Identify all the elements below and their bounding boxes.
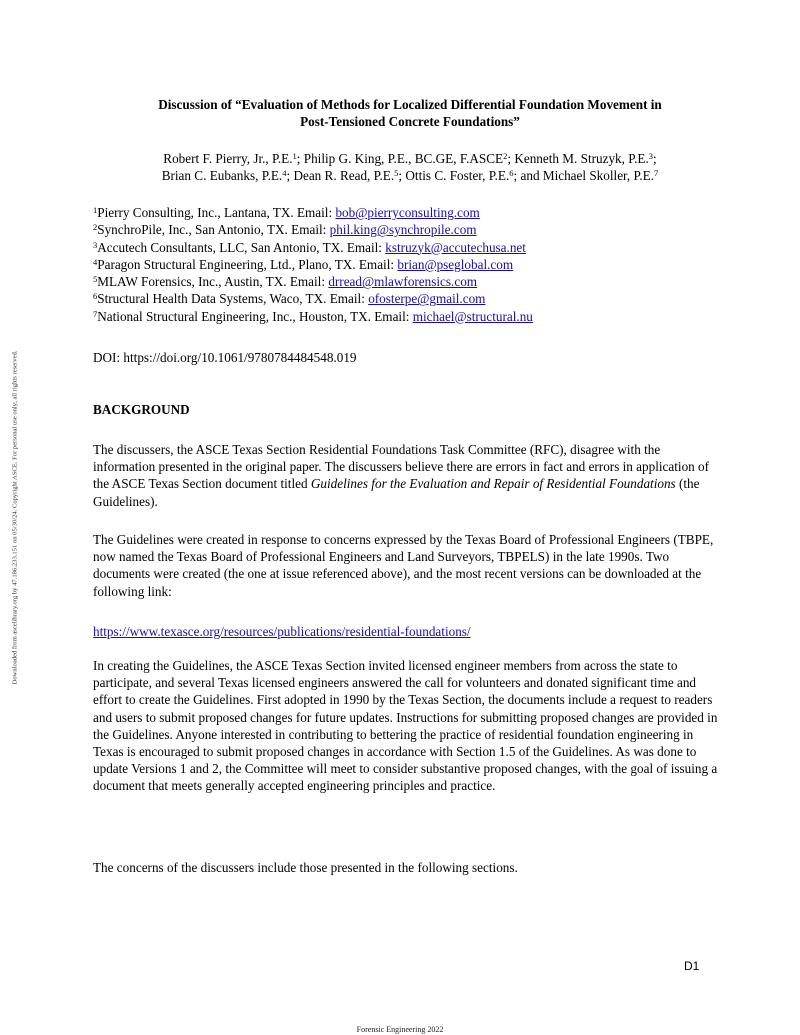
footer-text: Forensic Engineering 2022 (356, 1025, 444, 1034)
affiliation-sup: 5 (93, 274, 98, 285)
paragraph-1-text-b: (the Guidelines). (93, 476, 700, 509)
paragraph-5: The concerns of the discussers include those presented in the following sections. (93, 860, 518, 875)
paragraph-1-text-a: The discussers, the ASCE Texas Section Residential Foundations Task Committee (RFC), disagree with the information presented in the original paper. The discussers believe there are errors in fact and errors in application of the ASCE Texas Section document titled (93, 442, 710, 492)
author-name: Dean R. Read, P.E. (293, 168, 395, 183)
affiliation-row (93, 256, 753, 273)
author-name: Philip G. King, P.E., BC.GE, F.ASCE (303, 151, 504, 166)
affiliation-sup: 7 (93, 308, 98, 319)
author-sup: 5 (394, 168, 399, 178)
authors-line-2 (60, 167, 760, 184)
affiliation-text: National Structural Engineering, Inc., Houston, TX. Email: (97, 308, 413, 324)
paragraph-4: In creating the Guidelines, the ASCE Texas Section invited licensed engineer members from across the state to participate, and several Texas licensed engineers answered the call for volunteers and donated significant time and effort to create the Guidelines. First adopted in 1990 by the Texas Section, the documents include a request to readers and users to submit proposed changes for future updates. Instructions for submitting proposed changes are provided in the Guidelines. Anyone interested in contributing to bettering the practice of residential foundation engineering in Texas is encouraged to submit proposed changes in accordance with Section 1.5 of the Guidelines. As was done to update Versions 1 and 2, the Committee will meet to consider substantive proposed changes, with the goal of issuing a document that meets generally accepted engineering principles and practice. (93, 658, 718, 794)
title-line-2: Post-Tensioned Concrete Foundations” (300, 114, 520, 129)
link-paragraph (93, 623, 725, 640)
author-name: Brian C. Eubanks, P.E. (161, 168, 283, 183)
email-link[interactable]: drread@mlawforensics.com (328, 274, 478, 290)
paper-title (60, 96, 760, 130)
paragraph-2: The Guidelines were created in response to concerns expressed by the Texas Board of Professional Engineers (TBPE, now named the Texas Board of Professional Engineers and Land Surveyors, TBPELS) in the late 1990s. Two documents were created (the one at issue referenced above), and the most recent versions can be downloaded at the following link: (93, 532, 714, 599)
email-link[interactable]: michael@structural.nu (412, 308, 533, 324)
affiliation-sup: 1 (93, 205, 98, 215)
title-line-1: Discussion of “Evaluation of Methods for Localized Differential Foundation Movement in (158, 97, 662, 112)
affiliation-sup: 3 (93, 239, 98, 250)
authors-line-1 (60, 150, 760, 167)
affiliation-text: Structural Health Data Systems, Waco, TX. Email: (97, 291, 369, 307)
email-link[interactable]: ofosterpe@gmail.com (368, 291, 486, 307)
author-sup: 6 (509, 168, 514, 178)
author-sup: 4 (282, 168, 287, 178)
author-name: Ottis C. Foster, P.E. (405, 168, 510, 183)
affiliation-text: Paragon Structural Engineering, Ltd., Plano, TX. Email: (97, 256, 398, 272)
affiliation-list (93, 204, 753, 325)
download-notice-text: Downloaded from ascelibrary.org by 47.186.233.151 on 05/30/24. Copyright ASCE. For personal use only; all rights reserved. (11, 350, 19, 685)
author-name: Robert F. Pierry, Jr., P.E. (163, 151, 293, 166)
author-sup: 7 (654, 168, 659, 178)
author-sep: ; (286, 168, 294, 183)
author-sep: ; (398, 168, 406, 183)
guidelines-link[interactable]: https://www.texasce.org/resources/publications/residential-foundations/ (93, 624, 471, 639)
doi-line: DOI: https://doi.org/10.1061/9780784484548.019 (93, 350, 357, 365)
email-link[interactable]: phil.king@synchropile.com (329, 222, 477, 238)
section-heading: BACKGROUND (93, 402, 190, 417)
affiliation-row (93, 204, 753, 221)
affiliation-row (93, 290, 753, 307)
email-link[interactable]: kstruzyk@accutechusa.net (385, 239, 526, 255)
affiliation-text: SynchroPile, Inc., San Antonio, TX. Email: (97, 222, 330, 238)
affiliation-text: Accutech Consultants, LLC, San Antonio, TX. Email: (97, 239, 386, 255)
affiliation-row (93, 221, 753, 238)
author-sep: ; (507, 151, 515, 166)
paragraph-1 (93, 441, 725, 510)
affiliation-sup: 2 (93, 222, 98, 233)
author-name: Michael Skoller, P.E. (542, 168, 655, 183)
author-sep: ; (653, 151, 657, 166)
author-sep: ; (296, 151, 304, 166)
affiliation-row (93, 308, 753, 325)
affiliation-text: MLAW Forensics, Inc., Austin, TX. Email: (97, 274, 329, 290)
guidelines-title: Guidelines for the Evaluation and Repair of Residential Foundations (310, 476, 676, 492)
email-link[interactable]: brian@pseglobal.com (397, 256, 514, 272)
affiliation-row (93, 239, 753, 256)
download-notice (12, 0, 18, 1035)
affiliation-row (93, 273, 753, 290)
affiliation-sup: 4 (93, 256, 98, 267)
affiliation-sup: 6 (93, 291, 98, 302)
page-number: D1 (684, 959, 700, 973)
affiliation-text: Pierry Consulting, Inc., Lantana, TX. Email: (97, 205, 336, 220)
author-name: Kenneth M. Struzyk, P.E. (514, 151, 649, 166)
author-sep: ; and (513, 168, 543, 183)
author-sup: 1 (292, 151, 297, 161)
author-sup: 3 (648, 151, 654, 161)
email-link[interactable]: bob@pierryconsulting.com (335, 205, 480, 220)
author-list (60, 150, 760, 184)
author-sup: 2 (503, 151, 508, 161)
